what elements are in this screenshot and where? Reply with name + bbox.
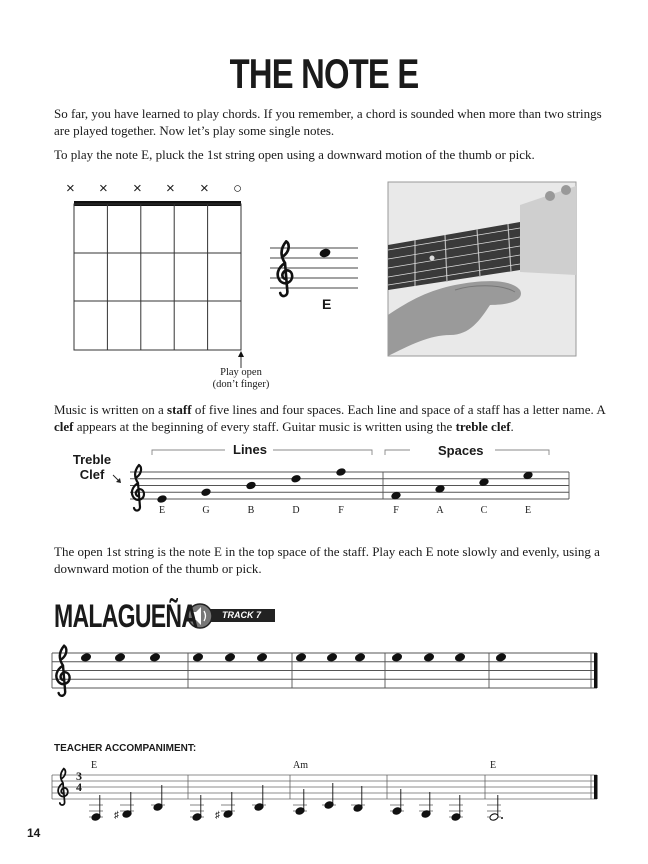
note-name: A bbox=[436, 505, 444, 516]
note-head bbox=[318, 247, 331, 258]
note-head bbox=[326, 652, 338, 663]
track-label: TRACK 7 bbox=[222, 610, 262, 620]
final-barline bbox=[594, 775, 598, 799]
melody-staff bbox=[52, 653, 597, 688]
string-mark: × bbox=[66, 180, 75, 197]
sharp-icon: ♯ bbox=[215, 810, 220, 821]
sharp-icon: ♯ bbox=[114, 810, 119, 821]
term-clef: clef bbox=[54, 418, 74, 434]
note-head bbox=[149, 652, 161, 663]
note-name: D bbox=[292, 505, 300, 516]
chord-diagram bbox=[74, 201, 244, 368]
note-name: G bbox=[202, 505, 210, 516]
label: Clef bbox=[79, 467, 105, 482]
practice-paragraph: The open 1st string is the note E in the top space of the staff. Play each E note slowly and evenly, using a downward motion of the thumb or pick. bbox=[54, 544, 600, 576]
note-head bbox=[224, 652, 236, 663]
text: . bbox=[510, 418, 514, 434]
note-head bbox=[454, 652, 466, 663]
arrow-up-icon bbox=[238, 351, 244, 357]
note-name: F bbox=[338, 505, 344, 516]
note-head bbox=[114, 652, 126, 663]
chord-symbol: E bbox=[91, 760, 98, 771]
note-name: B bbox=[247, 505, 255, 516]
chord-caption bbox=[196, 367, 286, 391]
text: of five lines and four spaces. Each line and space of a staff has a letter name. A bbox=[191, 402, 605, 417]
song-title: MALAGUEÑA bbox=[54, 598, 198, 634]
accompaniment-staff bbox=[52, 775, 597, 799]
time-top: 3 bbox=[76, 769, 82, 783]
string-mark: × bbox=[200, 180, 209, 197]
time-signature bbox=[74, 771, 84, 793]
melody-note-heads bbox=[80, 652, 507, 663]
caption-line: (don’t finger) bbox=[212, 379, 270, 390]
note-name: C bbox=[480, 505, 488, 516]
note-head bbox=[256, 652, 268, 663]
note-head bbox=[423, 652, 435, 663]
spaces-header: Spaces bbox=[438, 443, 484, 458]
teacher-heading: TEACHER ACCOMPANIMENT: bbox=[54, 743, 197, 754]
note-head bbox=[295, 652, 307, 663]
page-number: 14 bbox=[27, 826, 41, 840]
caption-line: Play open bbox=[220, 367, 262, 378]
note-name: F bbox=[393, 505, 399, 516]
note-head bbox=[495, 652, 507, 663]
string-mark-open: ○ bbox=[233, 180, 243, 197]
note-head bbox=[354, 652, 366, 663]
term-treble-clef: treble clef bbox=[455, 418, 511, 434]
instruction-paragraph: To play the note E, pluck the 1st string open using a downward motion of the thumb or pick. bbox=[54, 147, 535, 162]
final-barline bbox=[594, 653, 598, 688]
accompaniment-notes bbox=[89, 783, 503, 821]
string-mark: × bbox=[99, 180, 108, 197]
note-name: E bbox=[524, 505, 532, 516]
lines-header: Lines bbox=[233, 442, 267, 457]
text: Music is written on a bbox=[54, 402, 168, 417]
intro-paragraph: So far, you have learned to play chords. If you remember, a chord is sounded when more than two strings are played together. Now let’s play some single notes. bbox=[54, 106, 602, 138]
chord-symbol: E bbox=[490, 760, 497, 771]
dot bbox=[501, 817, 503, 819]
treble-clef-label bbox=[70, 452, 114, 482]
staff-paragraph bbox=[54, 402, 614, 435]
text: appears at the beginning of every staff. Guitar music is written using the bbox=[73, 418, 456, 434]
chord-symbol: Am bbox=[293, 760, 308, 771]
note-head bbox=[80, 652, 92, 663]
time-bottom: 4 bbox=[76, 780, 82, 794]
label: Treble bbox=[72, 452, 112, 467]
note-label: E bbox=[322, 296, 332, 312]
guitar-photo bbox=[388, 182, 576, 356]
note-head bbox=[192, 652, 204, 663]
page-title: THE NOTE E bbox=[229, 50, 419, 97]
string-mark: × bbox=[166, 180, 175, 197]
note-head bbox=[391, 652, 403, 663]
string-mark: × bbox=[133, 180, 142, 197]
note-name: E bbox=[158, 505, 166, 516]
term-staff: staff bbox=[167, 402, 192, 417]
